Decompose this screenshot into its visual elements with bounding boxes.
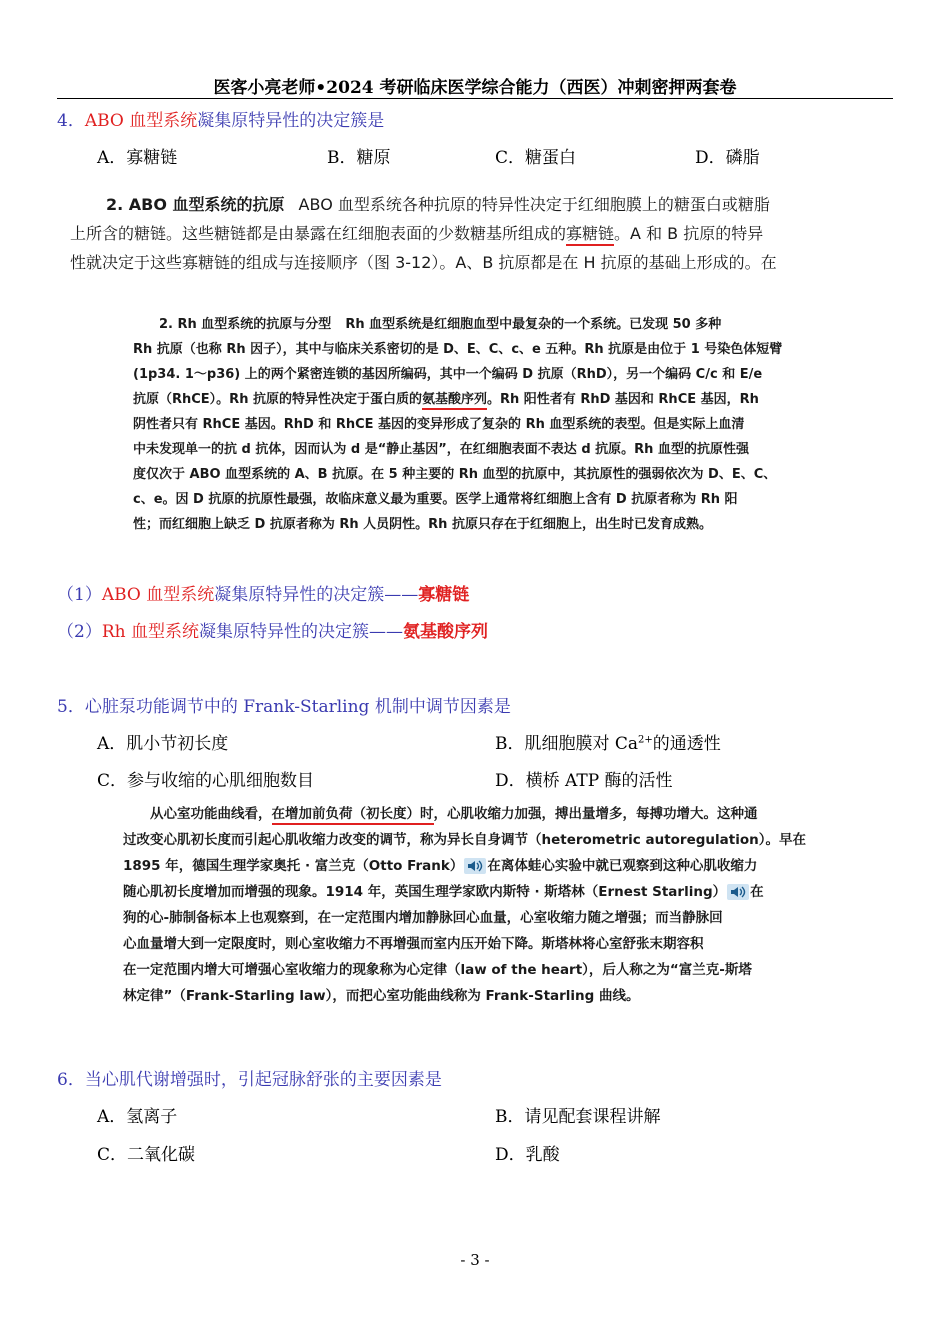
question-5-option-c: C．参与收缩的心肌细胞数目 <box>97 771 315 791</box>
excerpt-fs-line-1-a: 从心室功能曲线看， <box>150 806 272 822</box>
page-header-title: 医客小亮老师•2024 考研临床医学综合能力（西医）冲刺密押两套卷 <box>213 78 737 98</box>
question-4-number: 4． <box>57 111 85 131</box>
excerpt-abo-line-2 <box>70 219 777 248</box>
question-5-option-b <box>495 729 721 754</box>
excerpt-fs-line-4-a: 随心肌初长度增加而增强的现象。1914 年，英国生理学家欧内斯特 · 斯塔林（Ernest Starling） <box>123 884 727 900</box>
summary-2-highlight: Rh 血型系统 <box>101 622 199 642</box>
excerpt-fs-line-2: 过改变心肌初长度而引起心肌收缩力改变的调节，称为异长自身调节（heterometric autoregulation）。早在 <box>123 832 806 848</box>
question-5-option-d: D．横桥 ATP 酶的活性 <box>495 771 673 791</box>
excerpt-rh-line-3: (1p34. 1～p36) 上的两个紧密连锁的基因所编码，其中一个编码 D 抗原（RhD），另一个编码 C/c 和 E/e <box>133 367 763 382</box>
excerpt-fs-line-4 <box>123 879 806 905</box>
question-6-option-d: D．乳酸 <box>495 1145 560 1165</box>
audio-speaker-icon[interactable] <box>463 857 487 875</box>
audio-speaker-icon[interactable] <box>726 883 750 901</box>
page-number: - 3 - <box>460 1251 490 1269</box>
question-6-stem: 6．当心肌代谢增强时，引起冠脉舒张的主要因素是 <box>57 1070 442 1090</box>
summary-line-2 <box>57 617 488 642</box>
question-4-stem-highlight: ABO 血型系统 <box>84 111 198 131</box>
excerpt-rh-line-7: 度仅次于 ABO 血型系统的 A、B 抗原。在 5 种主要的 Rh 血型的抗原中，其抗原性的强弱依次为 D、E、C、 <box>133 467 777 482</box>
summary-1-text: 凝集原特异性的决定簇—— <box>214 585 419 605</box>
excerpt-fs-line-7: 在一定范围内增大可增强心室收缩力的现象称为心定律（law of the heart），后人称之为“富兰克-斯塔 <box>123 962 752 978</box>
summary-1-number: （1） <box>57 585 102 605</box>
summary-2-answer: 氨基酸序列 <box>402 622 488 642</box>
question-5-option-a: A．肌小节初长度 <box>97 734 229 754</box>
summary-1-highlight: ABO 血型系统 <box>101 585 215 605</box>
excerpt-abo-line-1 <box>70 190 777 219</box>
question-5-option-b-sup: 2+ <box>638 734 653 746</box>
summary-2-text: 凝集原特异性的决定簇—— <box>198 622 403 642</box>
excerpt-rh-line-2: Rh 抗原（也称 Rh 因子），其中与临床关系密切的是 D、E、C、c、e 五种。Rh 抗原是由位于 1 号染色体短臂 <box>133 342 783 357</box>
excerpt-fs-line-3 <box>123 853 806 879</box>
excerpt-rh-line-1-text: Rh 血型系统是红细胞血型中最复杂的一个系统。已发现 50 多种 <box>345 317 722 332</box>
excerpt-rh-line-9: 性；而红细胞上缺乏 D 抗原者称为 Rh 人员阴性。Rh 抗原只存在于红细胞上，出生时已发育成熟。 <box>133 517 712 532</box>
question-4-option-b: B．糖原 <box>327 148 391 168</box>
excerpt-rh-line-6: 中未发现单一的抗 d 抗体，因而认为 d 是“静止基因”，在红细胞表面不表达 d 抗原。Rh 血型的抗原性强 <box>133 442 749 457</box>
excerpt-fs-line-5: 狗的心-肺制备标本上也观察到，在一定范围内增加静脉回心血量，心室收缩力随之增强；而当静脉回 <box>123 910 723 926</box>
excerpt-fs-line-1-b: ，心肌收缩力加强，搏出量增多，每搏功增大。这种通 <box>433 806 758 822</box>
header-rule <box>57 98 893 99</box>
excerpt-abo-line-3: 性就决定于这些寡糖链的组成与连接顺序（图 3-12）。A、B 抗原都是在 H 抗原的基础上形成的。在 <box>70 253 777 272</box>
excerpt-abo-line-1-text: ABO 血型系统各种抗原的特异性决定于红细胞膜上的糖蛋白或糖脂 <box>298 195 770 214</box>
question-4-option-a: A．寡糖链 <box>97 148 178 168</box>
summary-2-number: （2） <box>57 622 102 642</box>
question-5-stem: 5．心脏泵功能调节中的 Frank-Starling 机制中调节因素是 <box>57 697 511 717</box>
summary-line-1 <box>57 580 469 605</box>
excerpt-fs-line-6: 心血量增大到一定限度时，则心室收缩力不再增强而室内压开始下降。斯塔林将心室舒张末期容积 <box>123 936 704 952</box>
question-6-option-b: B．请见配套课程讲解 <box>495 1107 661 1127</box>
excerpt-abo-underline: 寡糖链 <box>566 224 614 246</box>
question-5-option-b-pre: B．肌细胞膜对 Ca <box>495 734 639 754</box>
excerpt-rh-line-4 <box>133 387 782 412</box>
question-4-stem-text: 凝集原特异性的决定簇是 <box>197 111 385 131</box>
excerpt-abo-line-2-b: 。A 和 B 抗原的特异 <box>614 224 764 243</box>
question-6-option-c: C．二氧化碳 <box>97 1145 196 1165</box>
excerpt-rh-heading: 2. Rh 血型系统的抗原与分型 <box>159 317 332 332</box>
question-6-option-a: A．氢离子 <box>97 1107 178 1127</box>
excerpt-fs-line-3-b: 在离体蛙心实验中就已观察到这种心肌收缩力 <box>487 858 758 874</box>
excerpt-fs-line-3-a: 1895 年，德国生理学家奥托 · 富兰克（Otto Frank） <box>123 858 464 874</box>
excerpt-abo-line-2-a: 上所含的糖链。这些糖链都是由暴露在红细胞表面的少数糖基所组成的 <box>70 224 567 243</box>
excerpt-fs-underline: 在增加前负荷（初长度）时 <box>272 806 434 825</box>
excerpt-rh-line-8: c、e。因 D 抗原的抗原性最强，故临床意义最为重要。医学上通常将红细胞上含有 D 抗原者称为 Rh 阳 <box>133 492 738 507</box>
excerpt-rh-line-5: 阴性者只有 RhCE 基因。RhD 和 RhCE 基因的变异形成了复杂的 Rh 血型系统的表型。但是实际上血清 <box>133 417 745 432</box>
excerpt-fs-line-8: 林定律”（Frank-Starling law），而把心室功能曲线称为 Frank-Starling 曲线。 <box>123 988 640 1004</box>
question-5-option-b-post: 的通透性 <box>652 734 721 754</box>
excerpt-rh-underline: 氨基酸序列 <box>422 392 487 410</box>
excerpt-fs-line-1 <box>123 801 806 827</box>
excerpt-fs-line-4-b: 在 <box>750 884 764 900</box>
excerpt-rh-line-1 <box>133 312 782 337</box>
textbook-excerpt-rh <box>133 312 782 537</box>
question-4-stem <box>57 106 384 131</box>
textbook-excerpt-frank-starling <box>123 801 806 1009</box>
summary-1-answer: 寡糖链 <box>418 585 470 605</box>
excerpt-rh-line-4-a: 抗原（RhCE）。Rh 抗原的特异性决定于蛋白质的 <box>133 392 422 407</box>
excerpt-rh-line-4-b: 。Rh 阳性者有 RhD 基因和 RhCE 基因，Rh <box>487 392 759 407</box>
question-4-option-d: D．磷脂 <box>695 148 760 168</box>
question-4-option-c: C．糖蛋白 <box>495 148 577 168</box>
textbook-excerpt-abo <box>70 190 777 277</box>
excerpt-abo-heading: 2. ABO 血型系统的抗原 <box>106 195 285 214</box>
